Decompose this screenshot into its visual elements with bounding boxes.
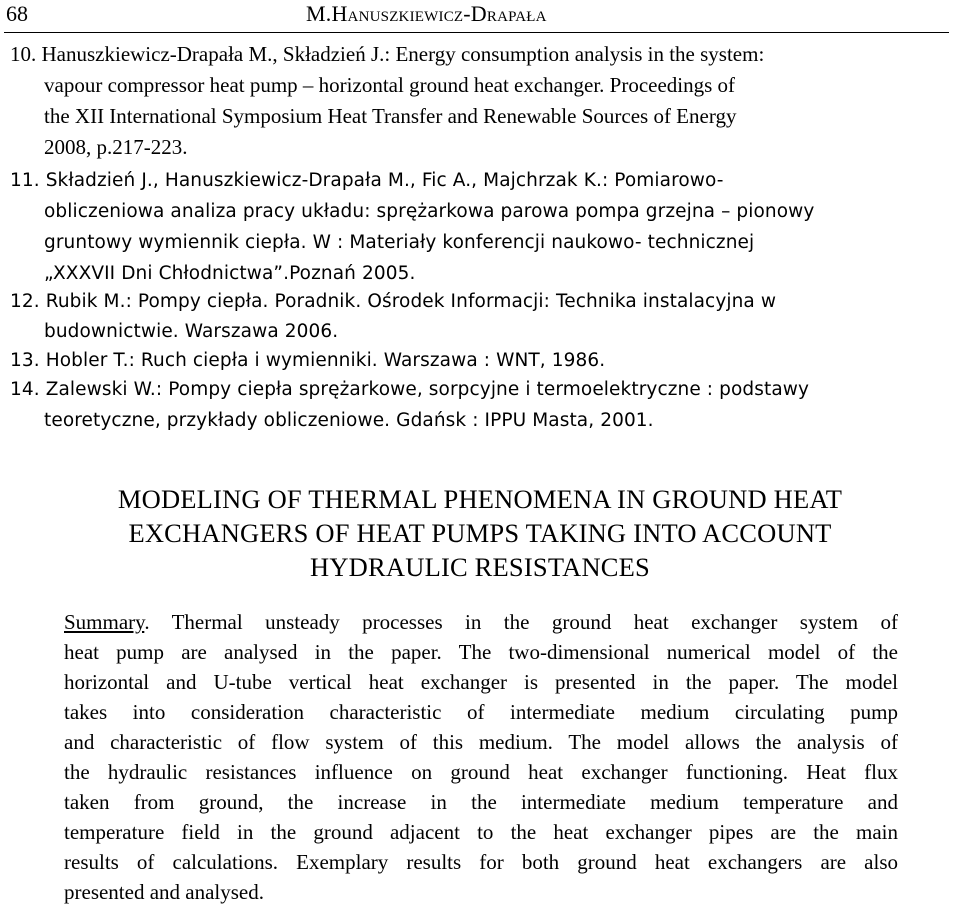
summary-line-9: results of calculations. Exemplary results for both ground heat exchangers are also <box>64 850 898 874</box>
summary-line-6: the hydraulic resistances influence on ground heat exchanger functioning. Heat flux <box>64 760 898 784</box>
reference-10-line-1: 10. Hanuszkiewicz-Drapała M., Składzień J.: Energy consumption analysis in the system: <box>10 42 765 66</box>
paper-title-line-2: EXCHANGERS OF HEAT PUMPS TAKING INTO ACCOUNT <box>128 518 832 548</box>
summary-line-5: and characteristic of flow system of this medium. The model allows the analysis of <box>64 730 898 754</box>
summary-line-4: takes into consideration characteristic of intermediate medium circulating pump <box>64 700 898 724</box>
summary-line-10: presented and analysed. <box>64 880 265 904</box>
summary-line-7: taken from ground, the increase in the intermediate medium temperature and <box>64 790 898 814</box>
paper-title-line-1: MODELING OF THERMAL PHENOMENA IN GROUND HEAT <box>117 484 843 514</box>
reference-12-line-2: budownictwie. Warszawa 2006. <box>44 321 339 342</box>
reference-11-line-3: gruntowy wymiennik ciepła. W : Materiały konferencji naukowo- technicznej <box>44 232 755 253</box>
reference-14-line-1: 14. Zalewski W.: Pompy ciepła sprężarkowe, sorpcyjne i termoelektryczne : podstawy <box>10 379 810 400</box>
summary-label: Summary <box>64 610 145 634</box>
paper-title-line-3: HYDRAULIC RESISTANCES <box>310 552 650 582</box>
header-rule <box>4 32 949 33</box>
summary-line-8: temperature field in the ground adjacent to the heat exchanger pipes are the main <box>64 820 898 844</box>
paper-title <box>0 482 960 584</box>
reference-10-line-2: vapour compressor heat pump – horizontal ground heat exchanger. Proceedings of <box>44 73 736 97</box>
summary-text-1: . Thermal unsteady processes in the ground heat exchanger system of <box>144 610 898 634</box>
page-number: 68 <box>6 1 28 26</box>
reference-12-line-1: 12. Rubik M.: Pompy ciepła. Poradnik. Ośrodek Informacji: Technika instalacyjna w <box>10 291 777 312</box>
summary-line-3: horizontal and U-tube vertical heat exchanger is presented in the paper. The model <box>64 670 898 694</box>
summary-line-1 <box>64 608 898 637</box>
reference-13-line-1: 13. Hobler T.: Ruch ciepła i wymienniki. Warszawa : WNT, 1986. <box>10 350 606 371</box>
reference-10-line-3: the XII International Symposium Heat Transfer and Renewable Sources of Energy <box>44 104 737 128</box>
reference-10-line-4: 2008, p.217-223. <box>44 135 188 159</box>
summary-line-2: heat pump are analysed in the paper. The two-dimensional numerical model of the <box>64 640 898 664</box>
running-header <box>0 0 960 30</box>
reference-11-line-4: „XXXVII Dni Chłodnictwa”.Poznań 2005. <box>44 263 416 284</box>
reference-14-line-2: teoretyczne, przykłady obliczeniowe. Gdańsk : IPPU Masta, 2001. <box>44 410 654 431</box>
reference-11-line-2: obliczeniowa analiza pracy układu: sprężarkowa parowa pompa grzejna – pionowy <box>44 201 815 222</box>
reference-11-line-1: 11. Składzień J., Hanuszkiewicz-Drapała M., Fic A., Majchrzak K.: Pomiarowo- <box>10 170 724 191</box>
running-title: M.Hanuszkiewicz-Drapała <box>306 1 547 26</box>
